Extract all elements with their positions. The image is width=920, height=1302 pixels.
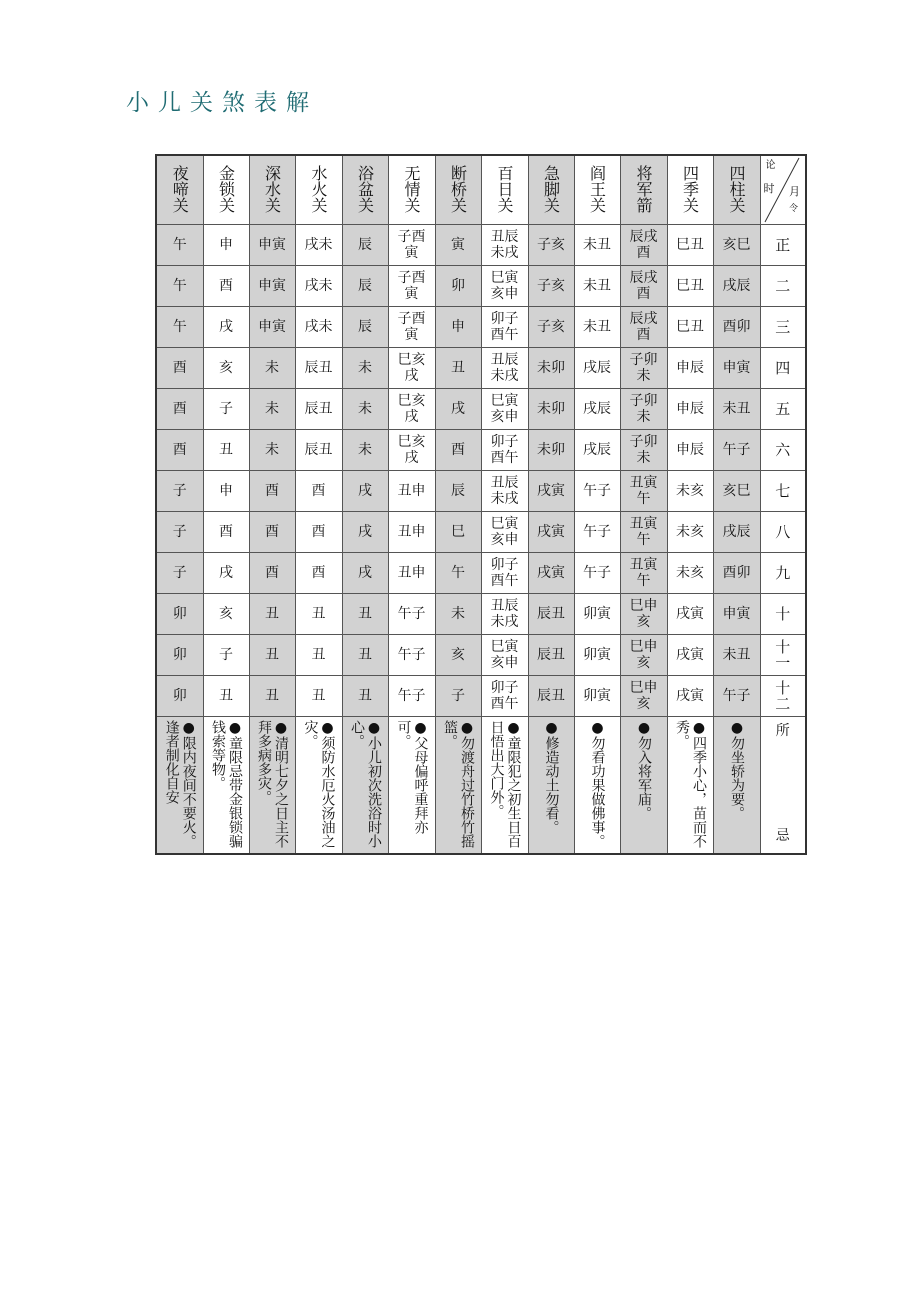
table-cell: 戌寅 xyxy=(667,635,713,676)
month-label: 八 xyxy=(760,512,806,553)
month-label: 六 xyxy=(760,430,806,471)
table-cell: 酉 xyxy=(203,512,249,553)
table-cell: 未亥 xyxy=(667,553,713,594)
note-cell xyxy=(435,717,481,855)
table-cell: 未亥 xyxy=(667,471,713,512)
table-row xyxy=(156,553,806,594)
table-cell: 戌 xyxy=(342,512,388,553)
note-cell xyxy=(342,717,388,855)
table-cell: 戌 xyxy=(435,389,481,430)
note-cell xyxy=(713,717,760,855)
column-header-label: 阎王关 xyxy=(587,164,607,213)
table-cell: 戌辰 xyxy=(574,348,620,389)
column-header xyxy=(388,155,435,225)
column-header-label: 水火关 xyxy=(309,164,328,213)
table-cell: 未卯 xyxy=(528,348,574,389)
table-cell: 申寅 xyxy=(713,594,760,635)
table-cell: 卯 xyxy=(156,594,203,635)
table-cell: 巳亥戌 xyxy=(388,348,435,389)
column-header xyxy=(342,155,388,225)
table-cell: 丑辰未戌 xyxy=(481,594,528,635)
table-cell: 未 xyxy=(249,348,295,389)
table-cell: 巳亥戌 xyxy=(388,389,435,430)
column-header xyxy=(574,155,620,225)
table-cell: 申寅 xyxy=(249,307,295,348)
table-cell: 申辰 xyxy=(667,389,713,430)
table-cell: 卯子酉午 xyxy=(481,553,528,594)
column-header-label: 浴盆关 xyxy=(355,164,375,213)
table-cell: 辰丑 xyxy=(528,635,574,676)
table-cell: 辰丑 xyxy=(295,389,342,430)
table-cell: 午子 xyxy=(388,594,435,635)
corner-right-label: 月 xyxy=(789,185,800,198)
table-cell: 卯 xyxy=(435,266,481,307)
table-cell: 丑 xyxy=(342,594,388,635)
table-cell: 丑 xyxy=(295,635,342,676)
table-row xyxy=(156,430,806,471)
table-cell: 辰丑 xyxy=(295,430,342,471)
table-cell: 卯子酉午 xyxy=(481,430,528,471)
month-label: 二 xyxy=(760,266,806,307)
column-header-label: 四季关 xyxy=(680,164,700,213)
note-text: ●童限犯之初生日百日悟出大门外。 xyxy=(488,720,522,848)
table-cell: 未 xyxy=(342,430,388,471)
table-cell: 卯寅 xyxy=(574,594,620,635)
note-cell xyxy=(620,717,667,855)
table-row xyxy=(156,512,806,553)
column-header-label: 无情关 xyxy=(402,164,421,213)
table-cell: 未卯 xyxy=(528,430,574,471)
table-cell: 卯 xyxy=(156,635,203,676)
table-cell: 丑寅午 xyxy=(620,471,667,512)
table-cell: 午子 xyxy=(388,676,435,717)
table-row xyxy=(156,676,806,717)
note-text: ●勿渡舟过竹桥竹摇篮。 xyxy=(442,720,475,848)
table-cell: 戌 xyxy=(203,553,249,594)
table-body xyxy=(156,155,806,854)
table-cell: 戌辰 xyxy=(713,266,760,307)
table-cell: 亥巳 xyxy=(713,225,760,266)
table-cell: 辰戌酉 xyxy=(620,266,667,307)
month-label: 九 xyxy=(760,553,806,594)
note-text: ●限内夜间不要火。逢者制化自安 xyxy=(163,720,197,848)
table-cell: 戌 xyxy=(342,471,388,512)
table-cell: 辰 xyxy=(342,307,388,348)
table-cell: 丑 xyxy=(249,676,295,717)
table-cell: 戌辰 xyxy=(574,430,620,471)
notes-label-bottom: 忌 xyxy=(775,828,790,844)
table-cell: 巳申亥 xyxy=(620,594,667,635)
table-cell: 子 xyxy=(156,471,203,512)
table-cell: 子酉寅 xyxy=(388,266,435,307)
table-cell: 丑 xyxy=(249,594,295,635)
corner-bottom-label: 令 xyxy=(788,204,798,214)
column-header xyxy=(295,155,342,225)
table-cell: 未 xyxy=(249,389,295,430)
note-text: ●勿入将军庙。 xyxy=(636,720,652,820)
note-cell xyxy=(528,717,574,855)
table-cell: 巳申亥 xyxy=(620,676,667,717)
table-cell: 戌辰 xyxy=(574,389,620,430)
table-cell: 酉 xyxy=(249,471,295,512)
table-cell: 子 xyxy=(203,635,249,676)
table-cell: 戌 xyxy=(203,307,249,348)
table-cell: 亥 xyxy=(203,594,249,635)
note-cell xyxy=(481,717,528,855)
table-cell: 丑辰未戌 xyxy=(481,471,528,512)
table-cell: 丑 xyxy=(435,348,481,389)
note-text: ●勿看功果做佛事。 xyxy=(589,720,606,848)
column-header xyxy=(620,155,667,225)
table-cell: 辰 xyxy=(342,225,388,266)
table-cell: 午子 xyxy=(388,635,435,676)
table-cell: 子 xyxy=(435,676,481,717)
table-cell: 申 xyxy=(435,307,481,348)
note-cell xyxy=(667,717,713,855)
table-cell: 酉 xyxy=(156,389,203,430)
notes-row xyxy=(156,717,806,855)
table-cell: 巳寅亥申 xyxy=(481,635,528,676)
column-header xyxy=(713,155,760,225)
note-cell xyxy=(203,717,249,855)
table-cell: 酉卯 xyxy=(713,553,760,594)
table-cell: 戌 xyxy=(342,553,388,594)
table-cell: 卯子酉午 xyxy=(481,307,528,348)
table-cell: 辰戌酉 xyxy=(620,225,667,266)
table-cell: 丑申 xyxy=(388,471,435,512)
table-cell: 辰戌酉 xyxy=(620,307,667,348)
notes-label-cell xyxy=(760,717,806,855)
table-cell: 子 xyxy=(203,389,249,430)
table-cell: 未亥 xyxy=(667,512,713,553)
note-text: ●勿坐轿为要。 xyxy=(729,720,745,820)
table-cell: 子卯未 xyxy=(620,348,667,389)
table-cell: 丑辰未戌 xyxy=(481,225,528,266)
table-cell: 子酉寅 xyxy=(388,307,435,348)
table-cell: 酉 xyxy=(156,430,203,471)
column-header-label: 断桥关 xyxy=(448,164,468,213)
table-cell: 酉卯 xyxy=(713,307,760,348)
table-cell: 子酉寅 xyxy=(388,225,435,266)
month-label: 五 xyxy=(760,389,806,430)
table-cell: 辰 xyxy=(435,471,481,512)
month-label: 正 xyxy=(760,225,806,266)
table-cell: 子卯未 xyxy=(620,389,667,430)
table-cell: 申寅 xyxy=(713,348,760,389)
table-cell: 申 xyxy=(203,471,249,512)
table-cell: 辰 xyxy=(342,266,388,307)
table-cell: 申 xyxy=(203,225,249,266)
table-row xyxy=(156,594,806,635)
month-label: 十 xyxy=(760,594,806,635)
table-cell: 午子 xyxy=(574,512,620,553)
note-text: ●须防水厄火汤油之灾。 xyxy=(302,720,336,848)
note-text: ●清明七夕之日主不拜多病多灾。 xyxy=(256,720,289,848)
table-cell: 丑 xyxy=(342,676,388,717)
table-cell: 午子 xyxy=(574,553,620,594)
table-cell: 亥 xyxy=(435,635,481,676)
column-header xyxy=(481,155,528,225)
table-cell: 酉 xyxy=(435,430,481,471)
note-text: ●父母偏呼重拜亦可。 xyxy=(395,720,429,834)
notes-label-top: 所 xyxy=(775,723,790,739)
note-cell xyxy=(249,717,295,855)
guansha-table xyxy=(155,154,807,855)
table-cell: 巳丑 xyxy=(667,266,713,307)
table-cell: 酉 xyxy=(295,512,342,553)
table-cell: 戌未 xyxy=(295,307,342,348)
table-cell: 未丑 xyxy=(574,225,620,266)
table-cell: 未卯 xyxy=(528,389,574,430)
table-cell: 子卯未 xyxy=(620,430,667,471)
table-cell: 子 xyxy=(156,512,203,553)
table-row xyxy=(156,266,806,307)
page-title: 小儿关煞表解 xyxy=(126,90,318,116)
table-cell: 丑 xyxy=(203,430,249,471)
column-header xyxy=(435,155,481,225)
month-label: 十一 xyxy=(760,635,806,676)
table-cell: 戌辰 xyxy=(713,512,760,553)
table-cell: 亥 xyxy=(203,348,249,389)
table-cell: 巳申亥 xyxy=(620,635,667,676)
table-cell: 戌寅 xyxy=(528,553,574,594)
table-cell: 申寅 xyxy=(249,266,295,307)
column-header xyxy=(156,155,203,225)
table-cell: 巳 xyxy=(435,512,481,553)
table-row xyxy=(156,225,806,266)
table-cell: 巳丑 xyxy=(667,225,713,266)
table-cell: 酉 xyxy=(295,471,342,512)
table-cell: 子 xyxy=(156,553,203,594)
table-row xyxy=(156,307,806,348)
table-cell: 午 xyxy=(156,266,203,307)
table-cell: 戌寅 xyxy=(667,676,713,717)
column-header xyxy=(528,155,574,225)
table-cell: 申寅 xyxy=(249,225,295,266)
table-cell: 午子 xyxy=(713,430,760,471)
table-cell: 巳寅亥申 xyxy=(481,266,528,307)
table-cell: 子亥 xyxy=(528,307,574,348)
table-cell: 未 xyxy=(342,348,388,389)
column-header-label: 四柱关 xyxy=(727,164,746,213)
table-row xyxy=(156,471,806,512)
table-cell: 丑寅午 xyxy=(620,512,667,553)
corner-left-label: 时 xyxy=(763,182,775,195)
note-cell xyxy=(574,717,620,855)
month-label: 三 xyxy=(760,307,806,348)
column-header xyxy=(203,155,249,225)
table-cell: 戌寅 xyxy=(528,471,574,512)
table-cell: 丑 xyxy=(342,635,388,676)
table-cell: 未 xyxy=(342,389,388,430)
table-cell: 丑寅午 xyxy=(620,553,667,594)
column-header-label: 夜啼关 xyxy=(170,164,190,213)
table-cell: 戌寅 xyxy=(528,512,574,553)
header-row xyxy=(156,155,806,225)
table-cell: 寅 xyxy=(435,225,481,266)
table-cell: 戌寅 xyxy=(667,594,713,635)
table-row xyxy=(156,635,806,676)
note-cell xyxy=(295,717,342,855)
table-cell: 午 xyxy=(156,307,203,348)
table-cell: 丑 xyxy=(295,676,342,717)
table-cell: 辰丑 xyxy=(295,348,342,389)
table-cell: 申辰 xyxy=(667,430,713,471)
table-cell: 丑辰未戌 xyxy=(481,348,528,389)
table-cell: 午子 xyxy=(713,676,760,717)
table-cell: 巳丑 xyxy=(667,307,713,348)
table-cell: 午 xyxy=(156,225,203,266)
table-cell: 午子 xyxy=(574,471,620,512)
table-cell: 未 xyxy=(435,594,481,635)
column-header-label: 将军箭 xyxy=(634,164,653,213)
note-text: ●童限忌带金银锁骗钱索等物。 xyxy=(210,720,243,848)
corner-cell xyxy=(760,155,806,225)
column-header xyxy=(249,155,295,225)
note-cell xyxy=(156,717,203,855)
table-cell: 酉 xyxy=(203,266,249,307)
table-cell: 酉 xyxy=(249,512,295,553)
column-header xyxy=(667,155,713,225)
table-cell: 午 xyxy=(435,553,481,594)
month-label: 四 xyxy=(760,348,806,389)
table-cell: 丑 xyxy=(295,594,342,635)
table-cell: 戌未 xyxy=(295,225,342,266)
table-cell: 辰丑 xyxy=(528,676,574,717)
table-cell: 丑 xyxy=(203,676,249,717)
table-cell: 未丑 xyxy=(574,266,620,307)
table-cell: 申辰 xyxy=(667,348,713,389)
column-header-label: 百日关 xyxy=(495,164,514,213)
table-cell: 未丑 xyxy=(713,389,760,430)
table-cell: 卯寅 xyxy=(574,676,620,717)
note-text: ●修造动土勿看。 xyxy=(543,720,560,834)
table-cell: 戌未 xyxy=(295,266,342,307)
corner-top-label: 论 xyxy=(765,160,776,171)
note-text: ●四季小心，苗而不秀。 xyxy=(674,720,707,848)
month-label: 七 xyxy=(760,471,806,512)
table-row xyxy=(156,389,806,430)
column-header-label: 金锁关 xyxy=(216,164,236,213)
table-cell: 未丑 xyxy=(713,635,760,676)
table-row xyxy=(156,348,806,389)
table-cell: 亥巳 xyxy=(713,471,760,512)
column-header-label: 深水关 xyxy=(262,164,282,213)
table-cell: 丑申 xyxy=(388,553,435,594)
month-label: 十二 xyxy=(760,676,806,717)
table-cell: 子亥 xyxy=(528,266,574,307)
table-cell: 子亥 xyxy=(528,225,574,266)
table-cell: 未丑 xyxy=(574,307,620,348)
column-header-label: 急脚关 xyxy=(541,164,561,213)
table-cell: 巳寅亥申 xyxy=(481,389,528,430)
table-cell: 巳亥戌 xyxy=(388,430,435,471)
table-cell: 丑申 xyxy=(388,512,435,553)
table-cell: 辰丑 xyxy=(528,594,574,635)
table-cell: 卯子酉午 xyxy=(481,676,528,717)
table-cell: 卯寅 xyxy=(574,635,620,676)
table-cell: 巳寅亥申 xyxy=(481,512,528,553)
table-cell: 卯 xyxy=(156,676,203,717)
table-cell: 酉 xyxy=(295,553,342,594)
table-cell: 酉 xyxy=(156,348,203,389)
table-cell: 酉 xyxy=(249,553,295,594)
table-cell: 未 xyxy=(249,430,295,471)
table-cell: 丑 xyxy=(249,635,295,676)
note-text: ●小儿初次洗浴时小心。 xyxy=(349,720,382,848)
note-cell xyxy=(388,717,435,855)
